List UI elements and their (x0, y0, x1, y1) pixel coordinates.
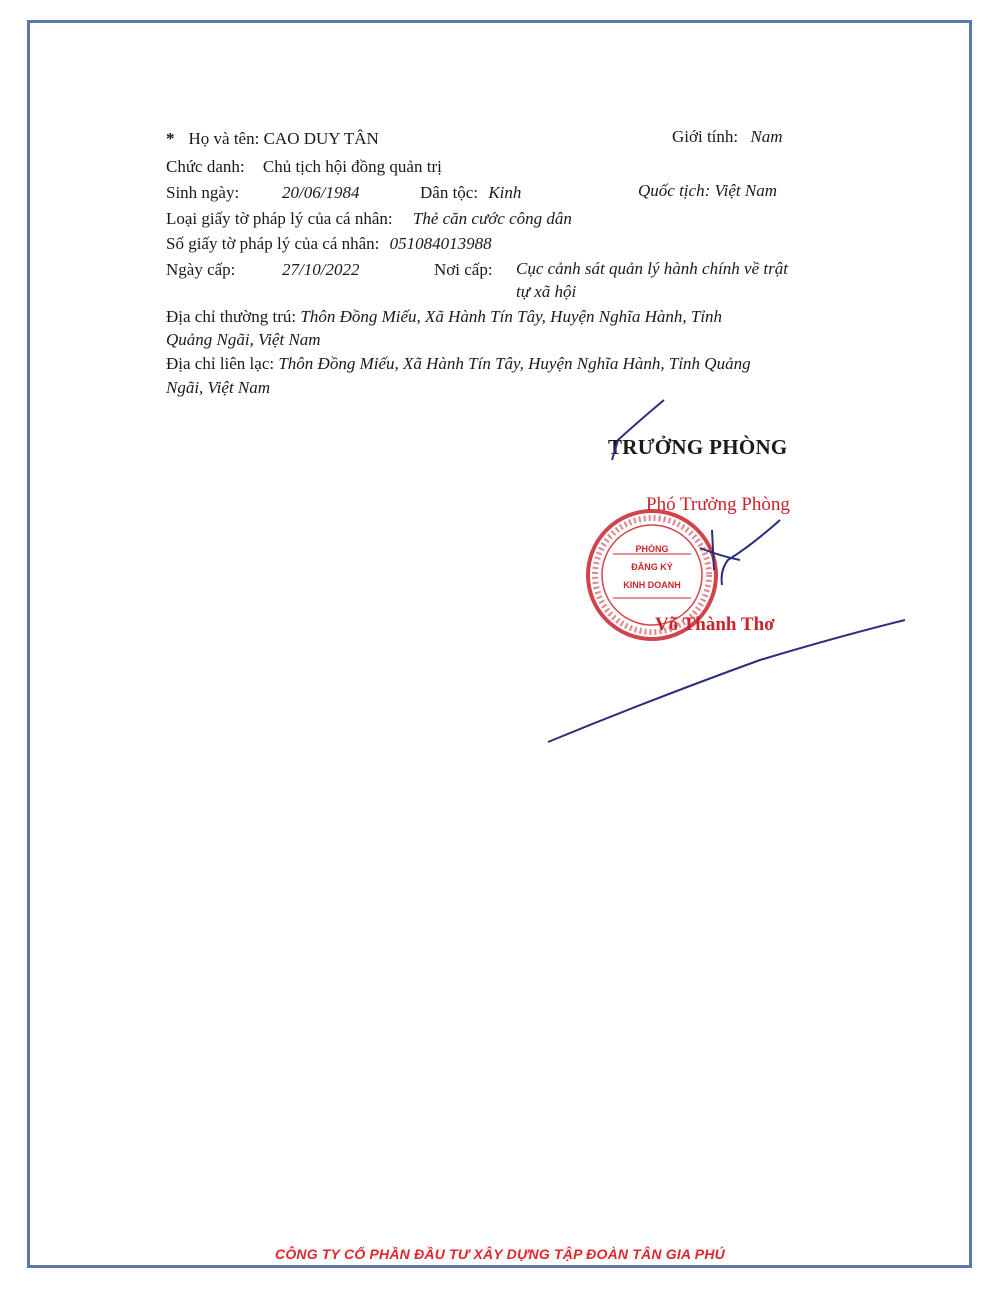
gender-label: Giới tính: (672, 127, 739, 146)
issue-date-label: Ngày cấp: (166, 260, 236, 279)
id-number-value: 051084013988 (389, 234, 492, 253)
name-label: Họ và tên: (188, 129, 260, 148)
dob-row (166, 182, 239, 204)
permanent-address-line1: Thôn Đồng Miếu, Xã Hành Tín Tây, Huyện Nghĩa Hành, Tỉnh (300, 307, 723, 326)
name-row (166, 128, 379, 150)
contact-address-line1: Thôn Đồng Miếu, Xã Hành Tín Tây, Huyện Nghĩa Hành, Tỉnh Quảng (278, 354, 751, 373)
position-row (166, 156, 442, 178)
contact-address-row (166, 353, 751, 375)
contact-address-label: Địa chỉ liên lạc: (166, 354, 275, 373)
company-footer: CÔNG TY CỔ PHẦN ĐẦU TƯ XÂY DỰNG TẬP ĐOÀN TÂN GIA PHÚ (275, 1246, 725, 1262)
position-value: Chủ tịch hội đồng quản trị (262, 157, 442, 176)
nationality-label: Quốc tịch: (638, 181, 711, 200)
ethnicity-value: Kinh (488, 183, 522, 202)
permanent-address-row (166, 306, 722, 328)
issue-place-line2: tự xã hội (516, 282, 577, 301)
deputy-title: Phó Trưởng Phòng (646, 494, 790, 515)
gender-value: Nam (750, 127, 783, 146)
gender-row (672, 126, 783, 148)
id-number-row (166, 233, 492, 255)
stamp-line1: PHÒNG (635, 544, 669, 554)
bullet-icon: * (166, 129, 175, 148)
signer-name: Võ Thành Thơ (655, 614, 775, 635)
signature-title: TRƯỞNG PHÒNG (608, 435, 788, 459)
permanent-address-label: Địa chỉ thường trú: (166, 307, 297, 326)
issue-place-line1: Cục cảnh sát quản lý hành chính về trật (516, 259, 788, 278)
id-type-value: Thẻ căn cước công dân (412, 209, 572, 228)
id-type-row (166, 208, 572, 230)
issue-date-row (166, 259, 235, 281)
nationality-value: Việt Nam (714, 181, 777, 200)
name-value: CAO DUY TÂN (263, 129, 379, 148)
id-type-label: Loại giấy tờ pháp lý của cá nhân: (166, 209, 393, 228)
dob-value: 20/06/1984 (282, 183, 360, 202)
nationality-row (638, 180, 777, 202)
issue-place-label: Nơi cấp: (434, 260, 493, 279)
position-label: Chức danh: (166, 157, 245, 176)
dob-label: Sinh ngày: (166, 183, 240, 202)
issue-date-value: 27/10/2022 (282, 260, 360, 279)
ethnicity-label: Dân tộc: (420, 183, 479, 202)
permanent-address-line2: Quảng Ngãi, Việt Nam (166, 330, 321, 349)
ethnicity-row (420, 182, 521, 204)
stamp-line3: KINH DOANH (623, 580, 681, 590)
id-number-label: Số giấy tờ pháp lý của cá nhân: (166, 234, 380, 253)
stamp-line2: ĐĂNG KÝ (631, 562, 673, 572)
contact-address-line2: Ngãi, Việt Nam (166, 378, 271, 397)
